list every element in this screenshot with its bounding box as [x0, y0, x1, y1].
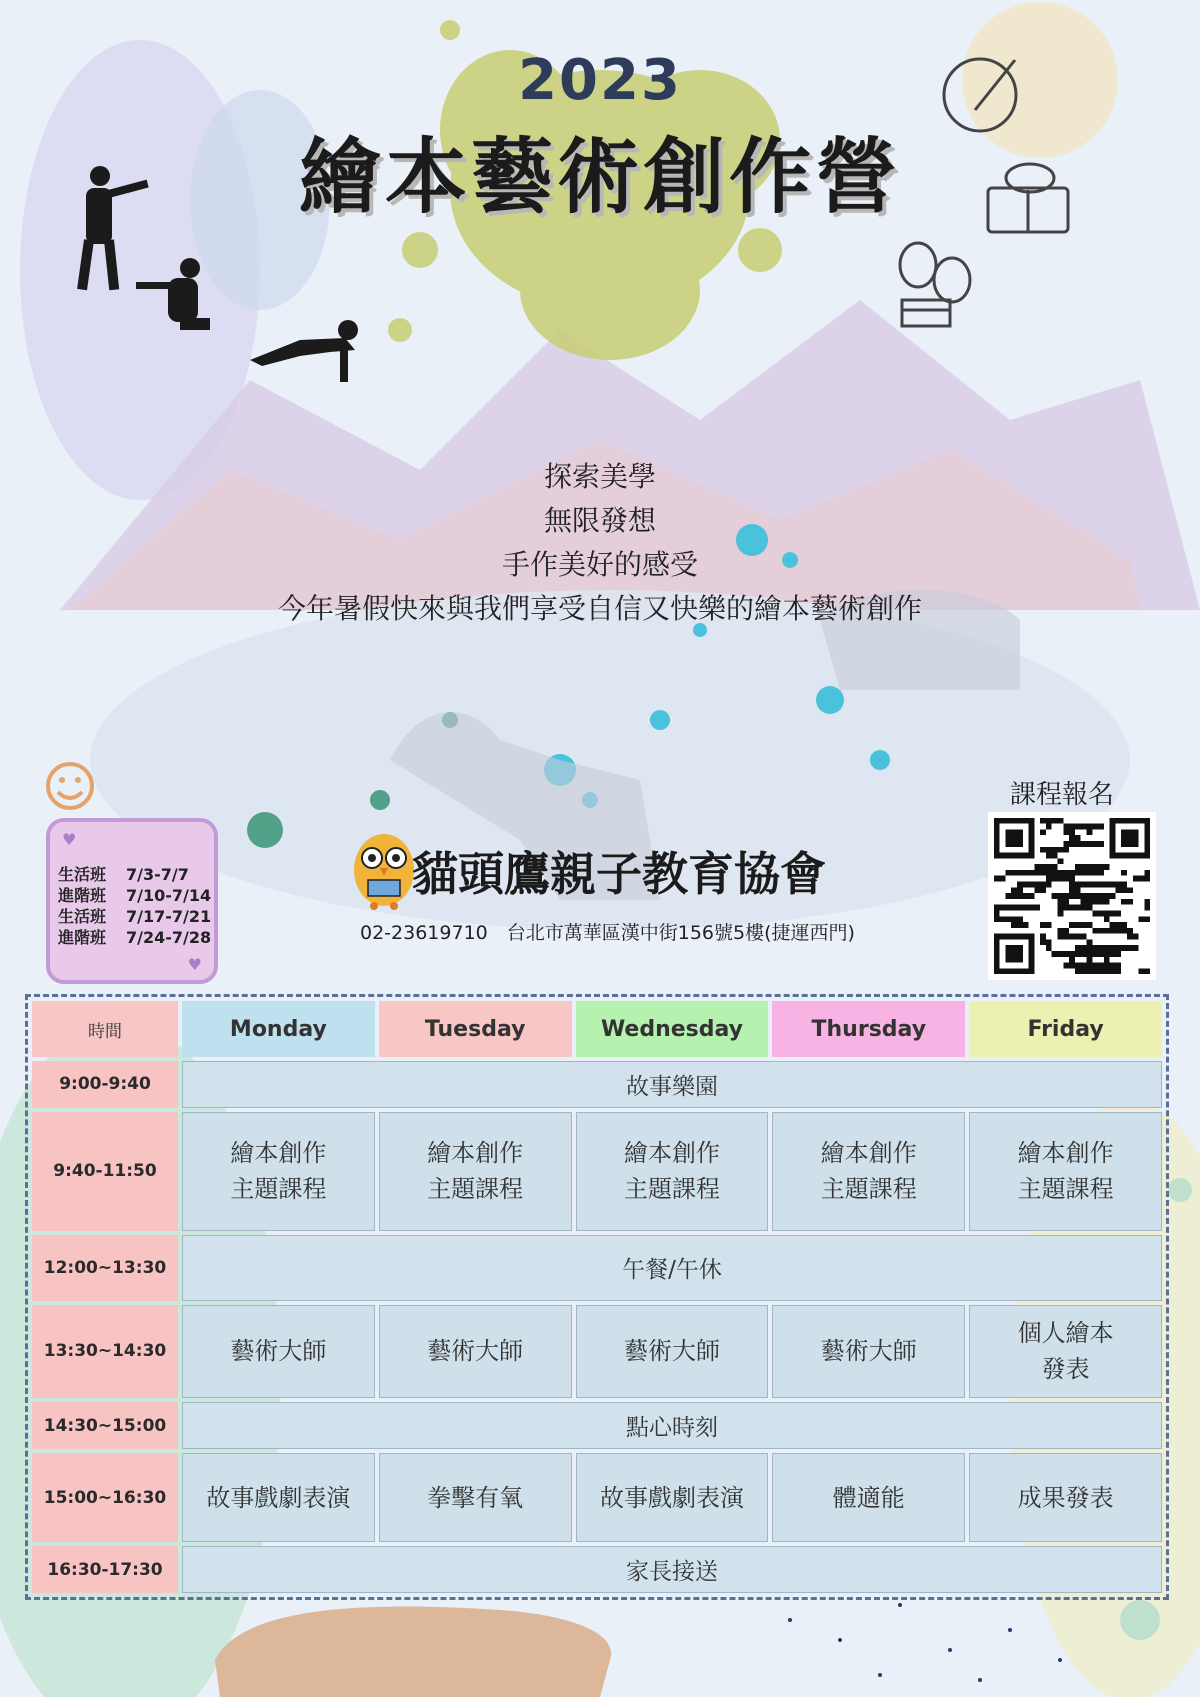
time-slot: 15:00~16:30 [32, 1453, 178, 1542]
activity-all-days: 故事樂園 [182, 1061, 1162, 1108]
registration-qr-code[interactable] [988, 812, 1156, 980]
activity-cell: 藝術大師 [379, 1305, 572, 1399]
contact-info: 02-23619710 台北市萬華區漢中街156號5樓(捷運西門) [360, 922, 855, 944]
day-header-monday: Monday [182, 1001, 375, 1057]
schedule-row [32, 1235, 1162, 1301]
session-item [58, 927, 211, 948]
day-header-friday: Friday [969, 1001, 1162, 1057]
heart-icon: ♥ [187, 955, 202, 974]
schedule-row [32, 1305, 1162, 1399]
organization-name: 貓頭鷹親子教育協會 [412, 847, 826, 901]
time-slot: 9:40-11:50 [32, 1112, 178, 1231]
slogan [0, 455, 1200, 631]
page-title: 繪本藝術創作營 [298, 129, 901, 225]
session-dates: 7/10-7/14 [126, 886, 212, 905]
slogan-line: 手作美好的感受 [501, 548, 698, 581]
schedule-row [32, 1112, 1162, 1231]
session-dates: 7/17-7/21 [126, 907, 212, 926]
session-dates: 7/24-7/28 [126, 928, 212, 947]
time-slot: 13:30~14:30 [32, 1305, 178, 1399]
activity-all-days: 午餐/午休 [182, 1235, 1162, 1301]
activity-cell: 體適能 [772, 1453, 965, 1542]
session-item [58, 906, 211, 927]
time-slot: 16:30-17:30 [32, 1546, 178, 1593]
activity-cell: 繪本創作 主題課程 [182, 1112, 375, 1231]
slogan-line: 探索美學 [543, 460, 656, 493]
activity-cell: 拳擊有氧 [379, 1453, 572, 1542]
activity-cell: 繪本創作 主題課程 [772, 1112, 965, 1231]
activity-all-days: 家長接送 [182, 1546, 1162, 1593]
session-name: 生活班 [58, 907, 107, 926]
registration-label: 課程報名 [1010, 780, 1115, 810]
slogan-line: 無限發想 [543, 504, 656, 537]
session-dates: 7/3-7/7 [126, 865, 189, 884]
schedule-row [32, 1546, 1162, 1593]
activity-cell: 繪本創作 主題課程 [379, 1112, 572, 1231]
schedule-row [32, 1453, 1162, 1542]
session-item [58, 864, 211, 885]
day-header-wednesday: Wednesday [576, 1001, 769, 1057]
time-column-header: 時間 [32, 1001, 178, 1057]
activity-cell: 故事戲劇表演 [576, 1453, 769, 1542]
activity-cell: 個人繪本 發表 [969, 1305, 1162, 1399]
session-name: 生活班 [58, 865, 107, 884]
day-header-thursday: Thursday [772, 1001, 965, 1057]
activity-cell: 故事戲劇表演 [182, 1453, 375, 1542]
year-heading: 2023 [518, 48, 682, 113]
day-header-tuesday: Tuesday [379, 1001, 572, 1057]
schedule-table [25, 994, 1169, 1600]
time-slot: 14:30~15:00 [32, 1402, 178, 1449]
slogan-line: 今年暑假快來與我們享受自信又快樂的繪本藝術創作 [277, 592, 922, 625]
activity-cell: 藝術大師 [576, 1305, 769, 1399]
schedule-row [32, 1061, 1162, 1108]
session-dates-card [46, 818, 218, 984]
time-slot: 12:00~13:30 [32, 1235, 178, 1301]
schedule-row [32, 1402, 1162, 1449]
activity-cell: 藝術大師 [772, 1305, 965, 1399]
activity-cell: 藝術大師 [182, 1305, 375, 1399]
session-name: 進階班 [58, 886, 107, 905]
time-slot: 9:00-9:40 [32, 1061, 178, 1108]
activity-cell: 繪本創作 主題課程 [576, 1112, 769, 1231]
activity-cell: 成果發表 [969, 1453, 1162, 1542]
session-name: 進階班 [58, 928, 107, 947]
activity-all-days: 點心時刻 [182, 1402, 1162, 1449]
heart-icon: ♥ [62, 830, 77, 849]
activity-cell: 繪本創作 主題課程 [969, 1112, 1162, 1231]
session-item [58, 885, 211, 906]
